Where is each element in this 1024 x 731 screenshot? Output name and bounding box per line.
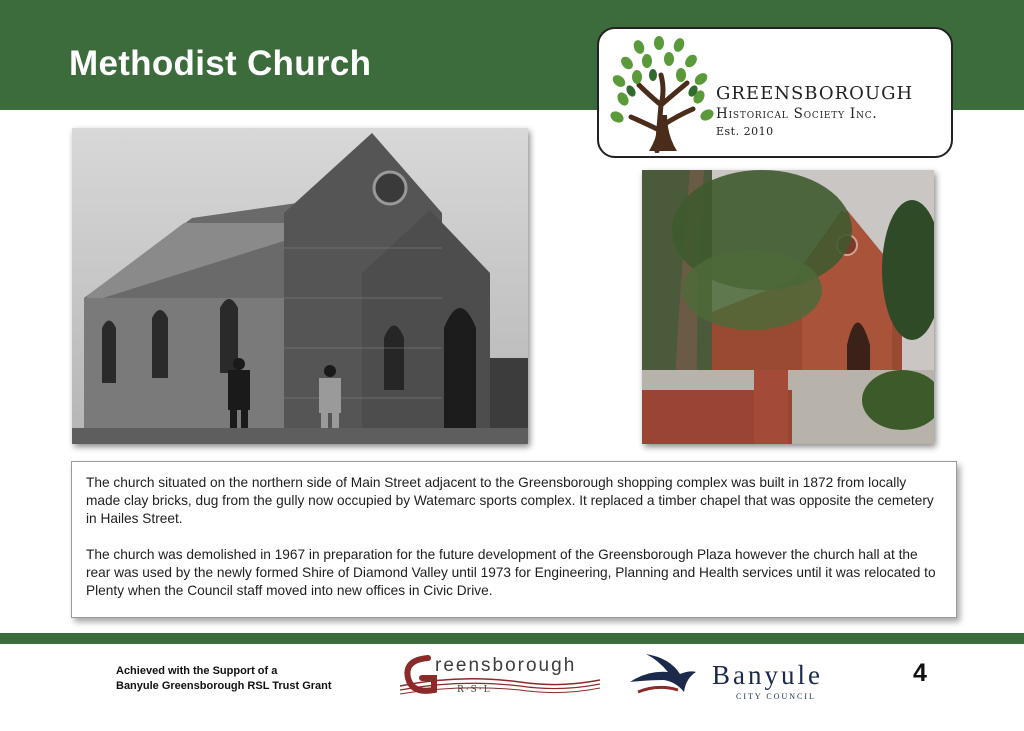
banyule-subtitle: CITY COUNCIL [736, 692, 816, 701]
support-line-2: Banyule Greensborough RSL Trust Grant [116, 680, 332, 692]
banyule-name: Banyule [712, 660, 823, 690]
page-title: Methodist Church [69, 44, 372, 83]
footer-band [0, 633, 1024, 644]
historic-church-photo [72, 128, 528, 444]
logo-subtitle: Historical Society Inc. [716, 106, 878, 122]
historical-society-logo [597, 27, 953, 158]
church-colour-photo [642, 170, 934, 444]
banyule-bird-icon [628, 652, 698, 700]
tree-icon [609, 35, 715, 153]
page-number: 4 [913, 659, 927, 687]
description-paragraph-2: The church was demolished in 1967 in preparation for the future development of the Greensborough Plaza however the church hall at the rear was used by the newly formed Shire of Diamond Valley until 1973 for Engineering, Planning and Health services until it was relocated to Plenty when the Council staff moved into new offices in Civic Drive. [86, 547, 936, 598]
description-paragraph-1: The church situated on the northern side of Main Street adjacent to the Greensborough shopping complex was built in 1872 from locally made clay bricks, dug from the gully now occupied by Watemarc sports complex. It replaced a timber chapel that was opposite the cemetery in Hailes Street. [86, 475, 934, 526]
description-box [71, 461, 957, 618]
support-line-1: Achieved with the Support of a [116, 665, 278, 677]
logo-established: Est. 2010 [716, 125, 774, 138]
support-credit [116, 664, 332, 694]
rsl-subtitle: R·S·L [457, 685, 492, 695]
logo-name: GREENSBOROUGH [716, 83, 914, 104]
rsl-wordmark: reensborough [435, 655, 577, 676]
